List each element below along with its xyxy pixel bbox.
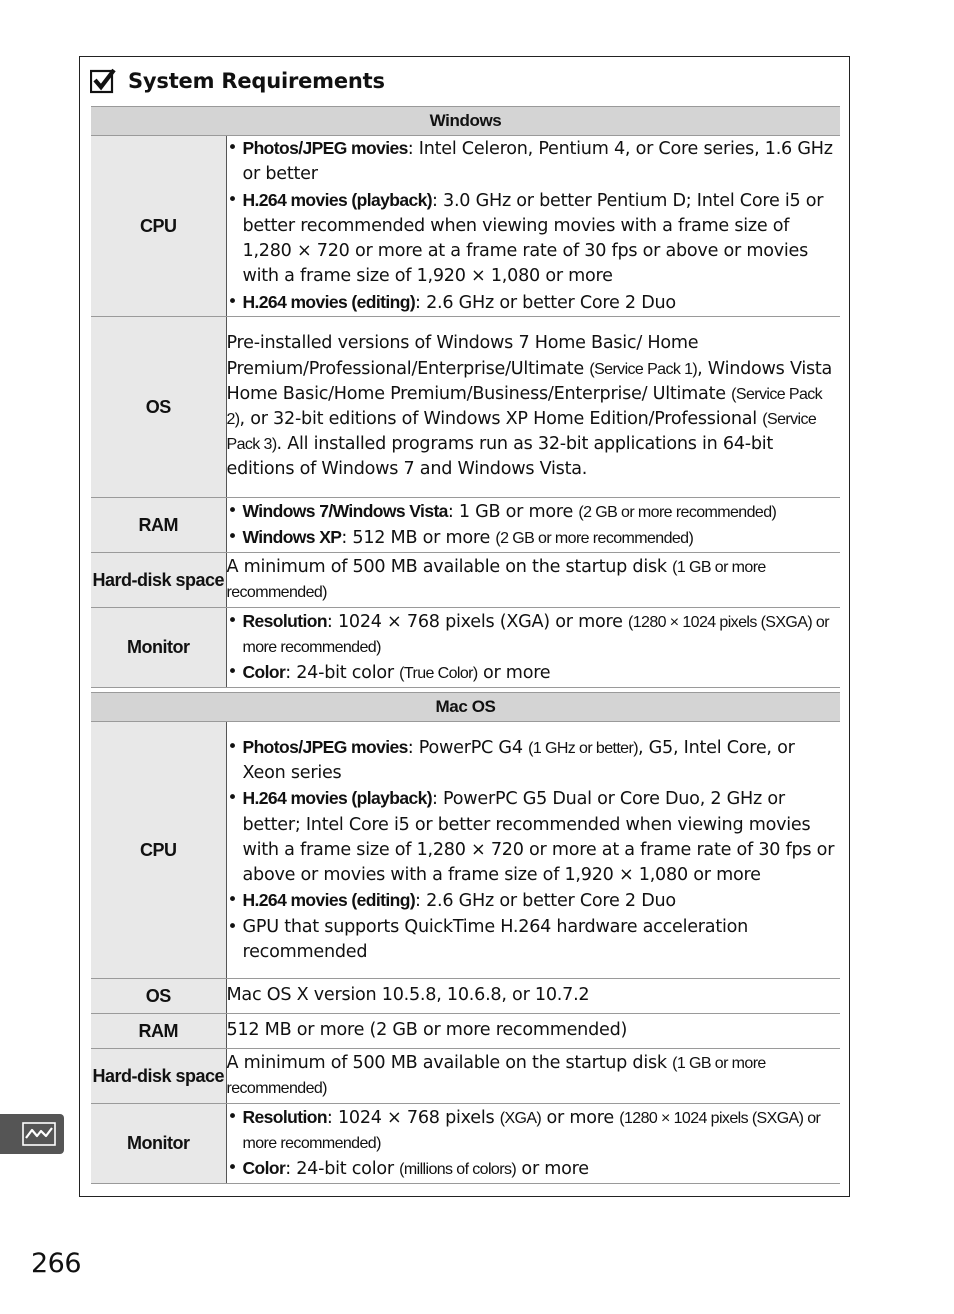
- item-after: or more: [541, 1107, 620, 1128]
- list-item: [227, 735, 841, 786]
- item-key: Color: [242, 662, 286, 683]
- title-row: [90, 63, 385, 99]
- item-key: H.264 movies (playback): [242, 788, 432, 809]
- list-item: [227, 1105, 841, 1156]
- mac-ram-value: 512 MB or more (2 GB or more recommended): [226, 1014, 840, 1049]
- item-text: : Intel Celeron, Pentium 4, or Core series, 1.6 GHz or better: [242, 139, 833, 185]
- windows-monitor-value: [226, 608, 840, 688]
- windows-ram-value: [226, 498, 840, 553]
- item-text: : 3.0 GHz or better Pentium D; Intel Core i5 or better recommended when viewing movies with a frame size of 1,280 × 720 or more at a frame rate of 30 fps or above or movies with a frame size of 1,920 × 1,080 or more: [242, 190, 824, 287]
- windows-disk-label: Hard-disk space: [91, 553, 226, 608]
- disk-note: (1 GB or more recommended): [226, 1054, 766, 1097]
- windows-disk-value: [226, 553, 840, 608]
- list-item: [227, 188, 841, 290]
- mac-monitor-label: Monitor: [91, 1104, 226, 1184]
- windows-os-value: [226, 317, 840, 498]
- table-row: [91, 979, 840, 1014]
- item-key: Photos/JPEG movies: [242, 138, 408, 159]
- retouch-wave-icon: [22, 1122, 56, 1146]
- item-note: (1 GHz or better): [528, 740, 638, 758]
- checkbox-check-icon: [90, 68, 116, 94]
- item-text: : 1 GB or more: [447, 501, 579, 522]
- table-row: [91, 608, 840, 688]
- item-text: : 1024 × 768 pixels (XGA) or more: [326, 611, 629, 632]
- item-key: H.264 movies (editing): [242, 291, 416, 312]
- item-text: : PowerPC G5 Dual or Core Duo, 2 GHz or better; Intel Core i5 or better recommended when viewing movies with a frame size of 1,280 × 720 or more at a frame rate of 30 fps or above or movies with a frame size of 1,920 × 1,080 or more: [242, 789, 835, 886]
- item-note: (True Color): [399, 665, 478, 683]
- item-key: Resolution: [242, 610, 327, 631]
- item-after: or more: [477, 663, 551, 684]
- table-row: [91, 317, 840, 498]
- item-key: Windows XP: [242, 527, 342, 547]
- item-key: H.264 movies (editing): [242, 890, 416, 911]
- windows-cpu-label: CPU: [91, 136, 226, 317]
- item-key: Windows 7/Windows Vista: [242, 500, 448, 521]
- windows-ram-label: RAM: [91, 498, 226, 553]
- item-text: : 512 MB or more: [341, 528, 496, 548]
- os-text: , or 32-bit editions of Windows XP Home Edition/Professional: [239, 409, 763, 429]
- item-text: GPU that supports QuickTime H.264 hardware acceleration recommended: [242, 916, 749, 962]
- item-text: : 2.6 GHz or better Core 2 Duo: [415, 292, 676, 313]
- list-item: [227, 290, 841, 316]
- os-text: , Windows Vista Home Basic/Home Premium/Business/Enterprise/ Ultimate: [226, 358, 833, 404]
- section-tab: [0, 1114, 64, 1154]
- item-key: Resolution: [242, 1106, 327, 1127]
- mac-cpu-value: [226, 722, 840, 979]
- item-note: (1280 × 1024 pixels (SXGA) or more recommended): [242, 1109, 821, 1152]
- disk-text: A minimum of 500 MB available on the startup disk: [226, 556, 673, 577]
- system-requirements-box: [79, 56, 850, 1197]
- list-item: [227, 786, 841, 888]
- os-note: (Service Pack 2): [226, 385, 823, 428]
- page-number: 266: [31, 1248, 82, 1279]
- page-title: System Requirements: [128, 69, 385, 93]
- item-text: : PowerPC G4: [407, 738, 529, 759]
- item-text: : 1024 × 768 pixels: [326, 1107, 500, 1128]
- item-text: : 24-bit color: [285, 663, 400, 684]
- item-after: or more: [516, 1159, 589, 1180]
- windows-os-label: OS: [91, 317, 226, 498]
- os-note: (Service Pack 3): [226, 411, 817, 454]
- item-after: , G5, Intel Core, or Xeon series: [242, 738, 795, 784]
- item-key: Color: [242, 1158, 286, 1179]
- list-item: [227, 660, 841, 686]
- item-note: (1280 × 1024 pixels (SXGA) or more recommended): [242, 613, 829, 656]
- windows-heading: Windows: [91, 107, 840, 136]
- item-note: (XGA): [499, 1109, 542, 1127]
- os-text: Pre-installed versions of Windows 7 Home Basic/ Home Premium/Professional/Enterprise/Ultimate: [226, 333, 699, 379]
- mac-table: [91, 692, 840, 1184]
- os-note: (Service Pack 1): [589, 360, 698, 378]
- mac-ram-label: RAM: [91, 1014, 226, 1049]
- mac-cpu-label: CPU: [91, 722, 226, 979]
- table-row: [91, 1014, 840, 1049]
- mac-monitor-value: [226, 1104, 840, 1184]
- list-item: [227, 609, 841, 660]
- item-text: : 2.6 GHz or better Core 2 Duo: [415, 891, 676, 912]
- mac-disk-label: Hard-disk space: [91, 1049, 226, 1104]
- disk-text: A minimum of 500 MB available on the startup disk: [226, 1052, 673, 1073]
- list-item: [227, 136, 841, 187]
- mac-disk-value: [226, 1049, 840, 1104]
- item-note: (2 GB or more recommended): [578, 503, 777, 521]
- disk-note: (1 GB or more recommended): [226, 558, 766, 601]
- list-item: [227, 915, 841, 965]
- item-text: : 24-bit color: [285, 1159, 400, 1180]
- windows-monitor-label: Monitor: [91, 608, 226, 688]
- mac-os-label: OS: [91, 979, 226, 1014]
- mac-heading: Mac OS: [91, 693, 840, 722]
- table-row: [91, 1104, 840, 1184]
- table-row: [91, 553, 840, 608]
- list-item: [227, 525, 841, 551]
- item-note: (2 GB or more recommended): [495, 530, 694, 547]
- table-row: [91, 1049, 840, 1104]
- table-row: [91, 722, 840, 979]
- os-text: . All installed programs run as 32-bit applications in 64-bit editions of Windows 7 and Windows Vista.: [226, 434, 774, 480]
- item-note: (millions of colors): [399, 1161, 517, 1179]
- mac-os-value: Mac OS X version 10.5.8, 10.6.8, or 10.7.2: [226, 979, 840, 1014]
- table-row: [91, 136, 840, 317]
- item-key: Photos/JPEG movies: [242, 737, 408, 758]
- list-item: [227, 499, 841, 525]
- list-item: [227, 1156, 841, 1182]
- windows-cpu-value: [226, 136, 840, 317]
- windows-table: [91, 106, 840, 688]
- table-row: [91, 498, 840, 553]
- item-key: H.264 movies (playback): [242, 189, 432, 210]
- list-item: [227, 888, 841, 914]
